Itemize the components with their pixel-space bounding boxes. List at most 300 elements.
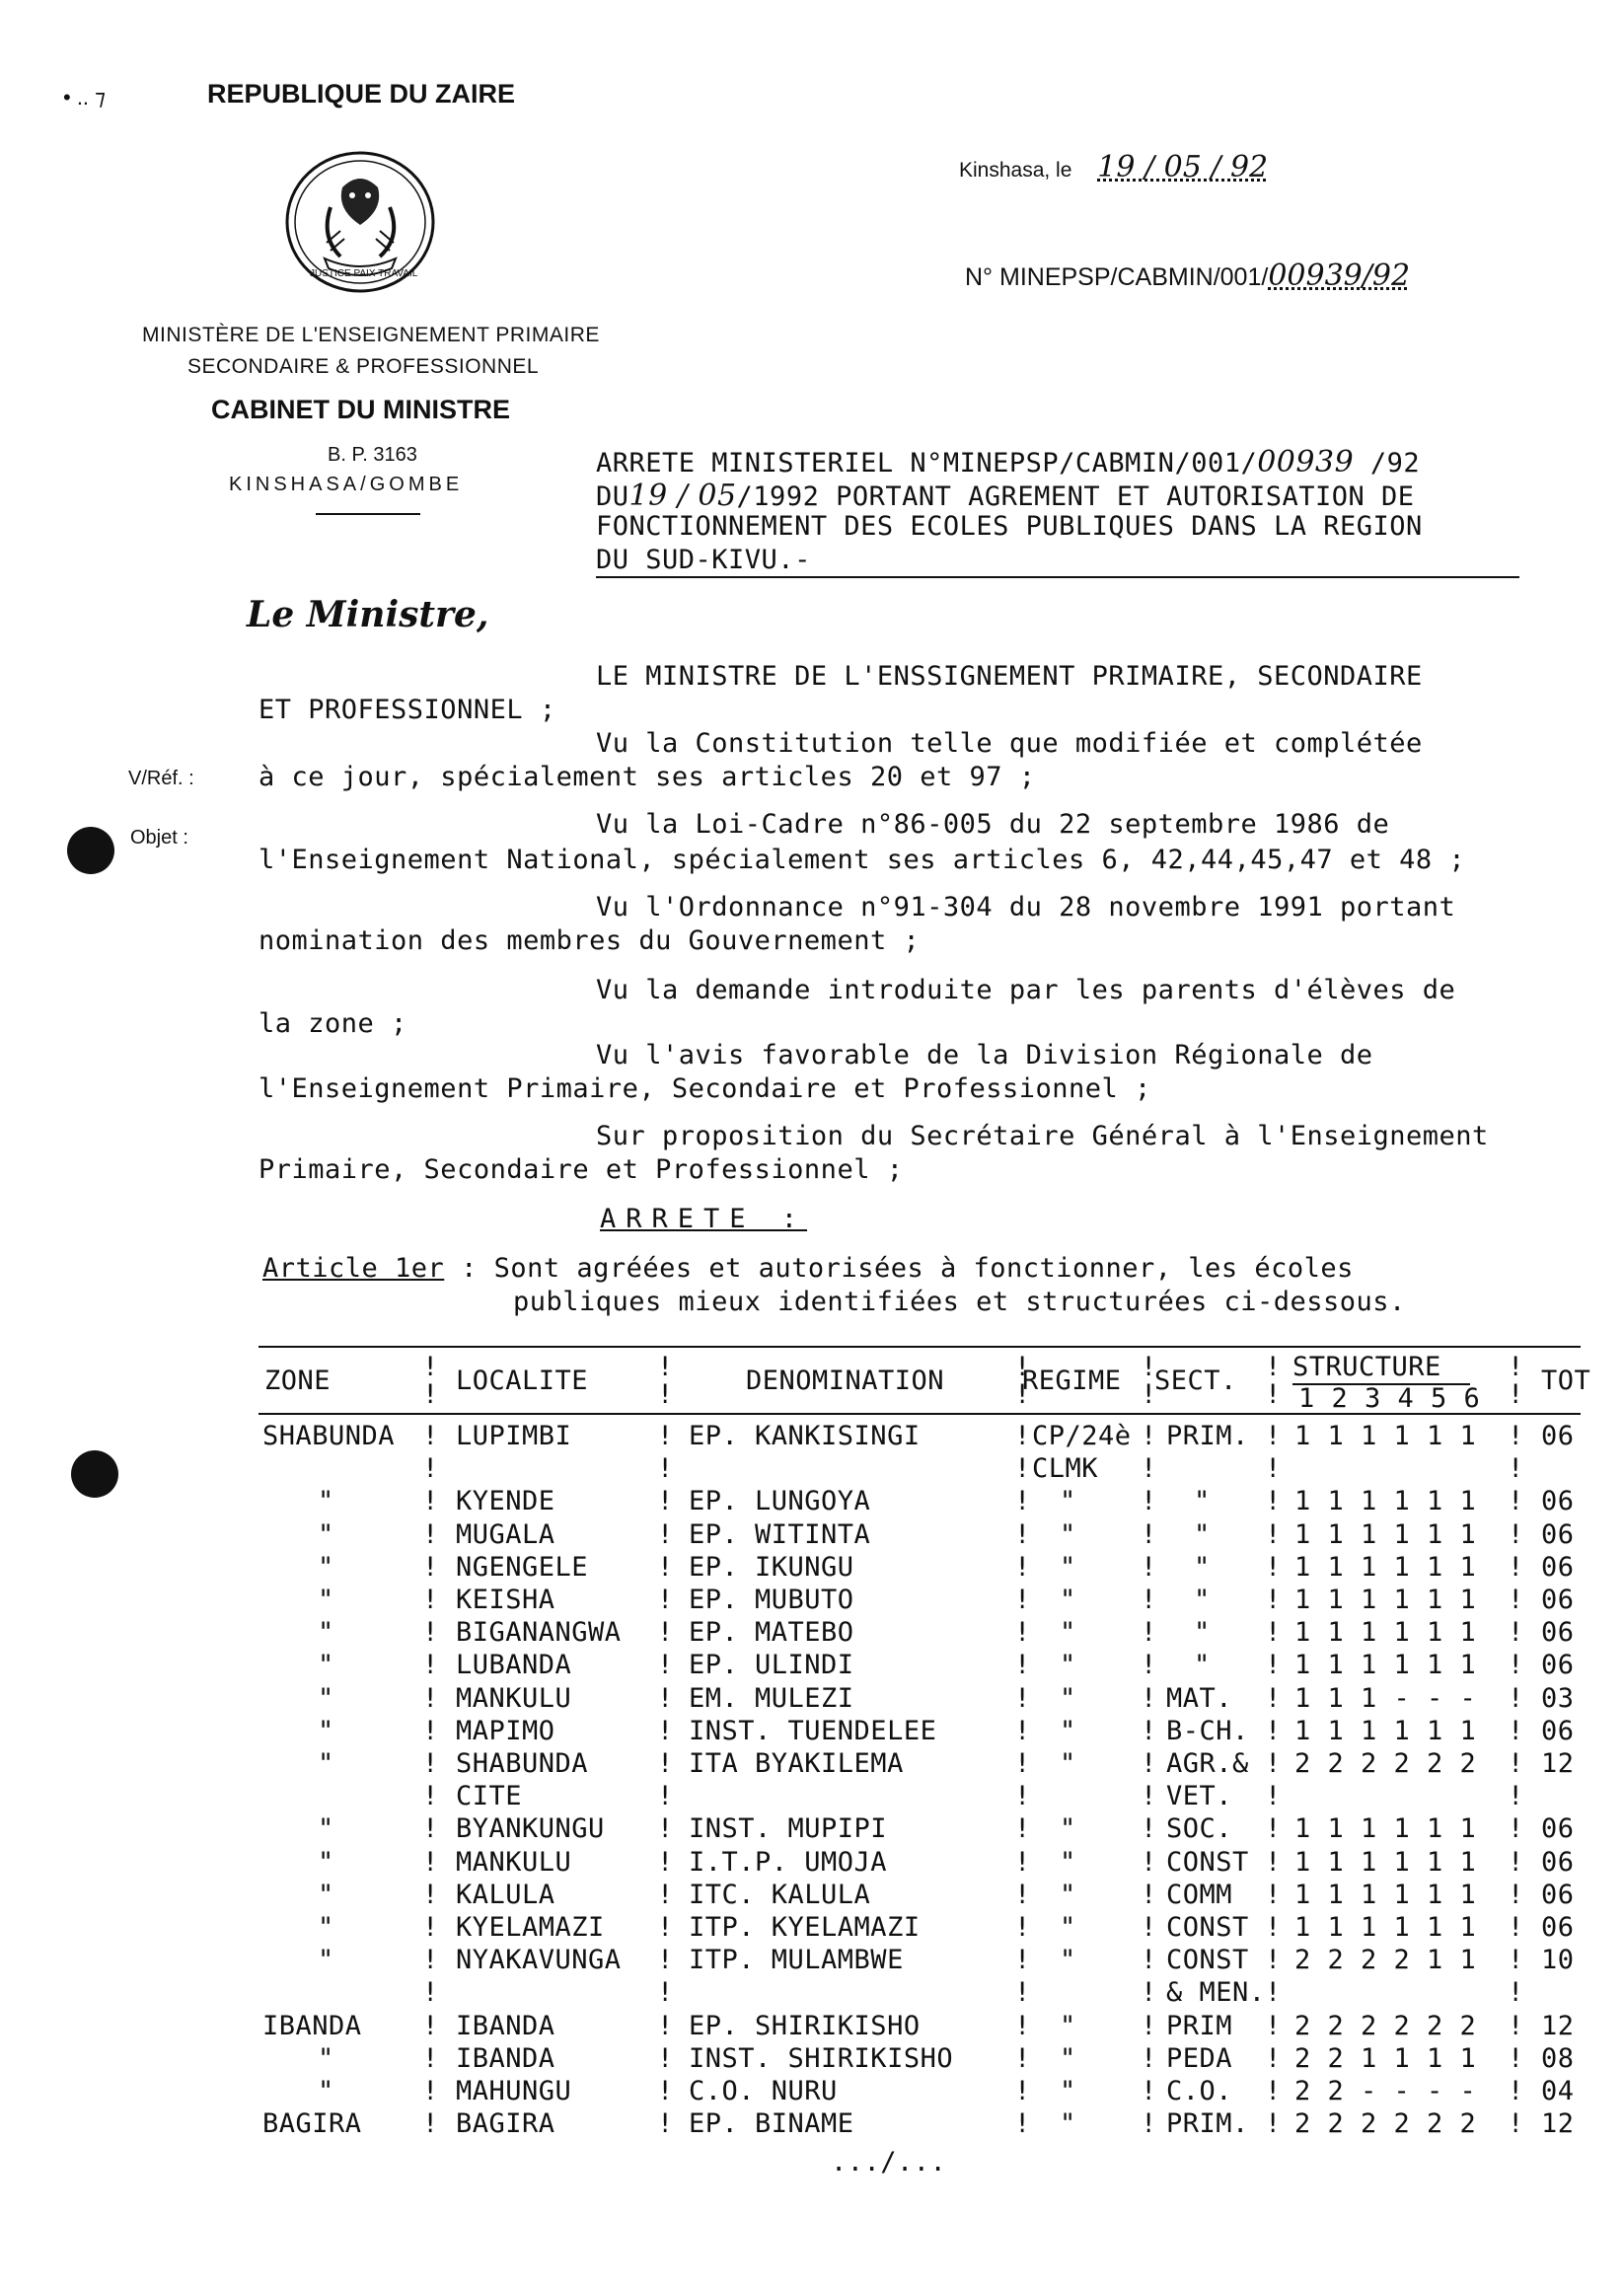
column-separator: ! [1265, 1551, 1282, 1583]
column-separator: ! [422, 1486, 439, 1517]
arrete-heading: ARRETE : [600, 1204, 808, 1234]
column-separator: ! [1014, 1977, 1031, 2009]
cell-localite: BAGIRA [456, 2108, 555, 2140]
cell-localite: MAPIMO [456, 1715, 555, 1746]
cell-structure: 2 2 2 2 2 2 [1294, 1748, 1477, 1779]
column-separator: ! [422, 1650, 439, 1681]
column-separator: ! [1508, 2042, 1524, 2074]
cell-sect: PRIM [1166, 2010, 1233, 2041]
column-separator: ! [1014, 1846, 1031, 1878]
date-line: Kinshasa, le 19 / 05 / 92 [959, 150, 1269, 185]
cell-regime: " [1060, 2076, 1076, 2106]
cell-localite: SHABUNDA [456, 1748, 589, 1779]
city-district: KINSHASA/GOMBE [229, 474, 464, 495]
cell-localite: LUBANDA [456, 1650, 572, 1681]
column-separator: ! [1265, 2076, 1282, 2106]
col-structure: STRUCTURE [1292, 1352, 1441, 1382]
preamble-line-13: Sur proposition du Secrétaire Général à l'Enseignement [596, 1121, 1489, 1151]
cell-regime: " [1060, 1551, 1076, 1583]
column-separator: ! [1014, 2010, 1031, 2041]
cell-denomination: INST. MUPIPI [689, 1813, 888, 1845]
column-separator: ! [422, 1813, 439, 1845]
preamble-line-9: Vu la demande introduite par les parents d'élèves de [596, 975, 1456, 1005]
cell-structure: 1 1 1 1 1 1 [1294, 1551, 1477, 1583]
cell-sect: AGR.& [1166, 1748, 1249, 1779]
table-top-rule [258, 1346, 1581, 1348]
column-separator: ! [422, 1715, 439, 1746]
column-separator: ! [1265, 1518, 1282, 1550]
cell-structure: 2 2 2 2 1 1 [1294, 1945, 1477, 1976]
column-separator: ! [1508, 1748, 1524, 1779]
column-separator: ! [1141, 1650, 1157, 1681]
cell-sect: COMM [1166, 1879, 1233, 1910]
cell-tot: 10 [1541, 1945, 1575, 1976]
structure-years: 1 2 3 4 5 6 [1298, 1383, 1481, 1414]
column-separator: ! [657, 1846, 674, 1878]
column-separator: ! [1508, 2010, 1524, 2041]
column-separator: ! [422, 2010, 439, 2041]
column-separator: ! [1508, 2108, 1524, 2140]
cell-sect: " [1194, 1551, 1211, 1583]
ministry-line-2: SECONDAIRE & PROFESSIONNEL [187, 355, 540, 378]
cell-regime: " [1060, 1945, 1076, 1976]
column-separator: ! [1265, 1715, 1282, 1746]
cell-localite: BIGANANGWA [456, 1617, 622, 1649]
column-separator: ! [1014, 1551, 1031, 1583]
table-row [258, 2011, 1581, 2043]
cell-sect: VET. [1166, 1781, 1233, 1812]
column-separator: ! [1265, 1585, 1282, 1615]
cell-zone: IBANDA [262, 2010, 362, 2041]
cell-sect: PEDA [1166, 2042, 1233, 2074]
cell-zone: " [318, 1912, 334, 1943]
cell-regime: " [1060, 1682, 1076, 1714]
column-separator: ! [1141, 2010, 1157, 2041]
column-separator: ! [1508, 1813, 1524, 1845]
column-separator: ! [1265, 1421, 1282, 1451]
column-separator: ! [422, 1879, 439, 1910]
preamble-line-3: Vu la Constitution telle que modifiée et complétée [596, 728, 1423, 759]
column-separator: ! [1014, 1813, 1031, 1845]
cell-regime: " [1060, 1879, 1076, 1910]
column-separator: ! [1141, 1813, 1157, 1845]
cell-tot: 06 [1541, 1486, 1575, 1517]
column-separator: ! [1141, 1518, 1157, 1550]
column-separator: ! [657, 1421, 674, 1451]
cell-tot: 06 [1541, 1551, 1575, 1583]
preamble-line-10: la zone ; [258, 1008, 407, 1039]
column-separator: ! [1265, 1682, 1282, 1714]
column-separator: ! [1508, 1650, 1524, 1681]
cell-denomination: INST. SHIRIKISHO [689, 2042, 954, 2074]
cell-structure: 1 1 1 1 1 1 [1294, 1715, 1477, 1746]
cell-sect: & MEN. [1166, 1977, 1266, 2009]
column-separator: ! [422, 1748, 439, 1779]
cell-tot: 06 [1541, 1715, 1575, 1746]
preamble-line-12: l'Enseignement Primaire, Secondaire et Professionnel ; [258, 1073, 1151, 1104]
column-separator: ! [422, 1977, 439, 2009]
column-separator: ! [657, 1585, 674, 1615]
column-separator: ! [1265, 1846, 1282, 1878]
column-separator: ! [1508, 1518, 1524, 1550]
cell-structure: 1 1 1 1 1 1 [1294, 1421, 1477, 1451]
column-separator: ! [1141, 1945, 1157, 1976]
table-row [258, 1716, 1581, 1748]
column-separator: ! [1141, 1912, 1157, 1943]
cabinet-title: CABINET DU MINISTRE [211, 395, 510, 424]
seal-motto: JUSTICE PAIX TRAVAIL [310, 268, 418, 279]
cell-regime: " [1060, 1912, 1076, 1943]
cell-localite: CITE [456, 1781, 523, 1812]
cell-structure: 1 1 1 1 1 1 [1294, 1650, 1477, 1681]
column-separator: ! [1141, 1977, 1157, 2009]
column-separator: ! [657, 1977, 674, 2009]
cell-localite: LUPIMBI [456, 1421, 572, 1451]
table-row [258, 1552, 1581, 1585]
cell-structure: 1 1 1 - - - [1294, 1682, 1477, 1714]
column-separator: ! [1141, 1617, 1157, 1649]
cell-localite: BYANKUNGU [456, 1813, 605, 1845]
cell-localite: KYENDE [456, 1486, 555, 1517]
cell-regime: " [1060, 2010, 1076, 2041]
column-separator: ! [1014, 1682, 1031, 1714]
cell-regime: " [1060, 2042, 1076, 2074]
cell-tot: 03 [1541, 1682, 1575, 1714]
column-separator: ! [657, 1551, 674, 1583]
cell-zone: " [318, 1682, 334, 1714]
cell-sect: " [1194, 1585, 1211, 1615]
column-separator: ! [422, 2108, 439, 2140]
column-separator: ! [1508, 1945, 1524, 1976]
cell-localite: NYAKAVUNGA [456, 1945, 622, 1976]
column-separator: ! [657, 1518, 674, 1550]
column-separator: ! [1265, 1617, 1282, 1649]
cell-zone: " [318, 1518, 334, 1550]
cell-regime: " [1060, 1486, 1076, 1517]
cell-localite: MANKULU [456, 1682, 572, 1714]
cell-denomination: EP. KANKISINGI [689, 1421, 921, 1451]
column-separator: ! [1141, 1421, 1157, 1451]
cell-sect: CONST [1166, 1945, 1249, 1976]
cell-structure: 1 1 1 1 1 1 [1294, 1486, 1477, 1517]
column-separator: ! [422, 1945, 439, 1976]
table-row [258, 1683, 1581, 1716]
column-separator: ! [1508, 1846, 1524, 1878]
table-row [258, 1912, 1581, 1945]
table-row [258, 1813, 1581, 1846]
cell-zone: " [318, 1551, 334, 1583]
cell-structure: 2 2 2 2 2 2 [1294, 2108, 1477, 2140]
table-row [258, 1519, 1581, 1552]
preamble-line-14: Primaire, Secondaire et Professionnel ; [258, 1154, 904, 1185]
column-separator: ! [1141, 1781, 1157, 1812]
ministry-line-1: MINISTÈRE DE L'ENSEIGNEMENT PRIMAIRE [142, 324, 600, 346]
column-separator: ! [1265, 1945, 1282, 1976]
column-separator: ! [1014, 1715, 1031, 1746]
column-separator: ! [1141, 1486, 1157, 1517]
cell-localite: MUGALA [456, 1518, 555, 1550]
preamble-line-1: LE MINISTRE DE L'ENSSIGNEMENT PRIMAIRE, SECONDAIRE [596, 661, 1423, 692]
continued-marker: .../... [831, 2147, 947, 2178]
cell-sect: " [1194, 1617, 1211, 1649]
date-handwritten: 19 / 05 / 92 [1097, 150, 1269, 185]
column-separator: ! [1014, 1879, 1031, 1910]
column-separator: ! [657, 1617, 674, 1649]
cell-regime: " [1060, 1846, 1076, 1878]
cell-localite: NGENGELE [456, 1551, 589, 1583]
column-separator: ! [422, 1912, 439, 1943]
cell-denomination: EP. WITINTA [689, 1518, 871, 1550]
column-separator: ! [1014, 1650, 1031, 1681]
cell-tot: 04 [1541, 2076, 1575, 2106]
column-separator: ! [1014, 1421, 1031, 1451]
column-separator: ! [1265, 1486, 1282, 1517]
column-separator: ! [1508, 1715, 1524, 1746]
column-separator: ! [1508, 1912, 1524, 1943]
column-separator: ! [657, 2076, 674, 2106]
column-separator: ! [657, 1781, 674, 1812]
decree-title-line-4: DU SUD-KIVU.- [596, 545, 811, 575]
col-denomination: DENOMINATION [746, 1366, 945, 1396]
column-separator: ! [1508, 1486, 1524, 1517]
vref-label: V/Réf. : [128, 768, 194, 789]
cell-denomination: EP. SHIRIKISHO [689, 2010, 921, 2041]
column-separator: ! [1014, 1912, 1031, 1943]
cell-denomination: EP. MUBUTO [689, 1585, 854, 1615]
table-row [258, 1486, 1581, 1518]
objet-label: Objet : [130, 827, 188, 849]
cell-zone: " [318, 1879, 334, 1910]
column-separator: ! [422, 1551, 439, 1583]
cell-denomination: EP. MATEBO [689, 1617, 854, 1649]
cell-denomination: I.T.P. UMOJA [689, 1846, 888, 1878]
preamble-line-11: Vu l'avis favorable de la Division Régionale de [596, 1040, 1373, 1071]
cell-denomination: EP. ULINDI [689, 1650, 854, 1681]
column-separator: ! [1265, 1748, 1282, 1779]
table-row [258, 2108, 1581, 2141]
margin-scribble: • .. ⁊ [63, 85, 107, 110]
column-separator: ! [657, 1486, 674, 1517]
cell-structure: 2 2 2 2 2 2 [1294, 2010, 1477, 2041]
column-separator: ! [1265, 1650, 1282, 1681]
column-separator: ! [1141, 1453, 1157, 1485]
cell-structure: 1 1 1 1 1 1 [1294, 1879, 1477, 1910]
cell-sect: PRIM. [1166, 1421, 1249, 1451]
city-underline [316, 513, 420, 515]
column-separator: ! [657, 1945, 674, 1976]
cell-sect: MAT. [1166, 1682, 1233, 1714]
column-separator: ! [1141, 2076, 1157, 2106]
cell-tot: 06 [1541, 1650, 1575, 1681]
cell-regime: " [1060, 2108, 1076, 2140]
decree-title-line-1: ARRETE MINISTERIEL N°MINEPSP/CABMIN/001/00939 /92 [596, 445, 1421, 480]
column-separator: ! [1508, 1585, 1524, 1615]
table-row [258, 1421, 1581, 1453]
column-separator: ! [657, 1912, 674, 1943]
table-row [258, 1781, 1581, 1813]
punch-hole-bottom [71, 1450, 118, 1498]
cell-tot: 06 [1541, 1846, 1575, 1878]
preamble-line-8: nomination des membres du Gouvernement ; [258, 925, 921, 956]
table-row [258, 2043, 1581, 2076]
decree-title-line-3: FONCTIONNEMENT DES ECOLES PUBLIQUES DANS LA REGION [596, 511, 1423, 542]
article-1-line-2: publiques mieux identifiées et structurées ci-dessous. [513, 1287, 1406, 1317]
cell-tot: 12 [1541, 1748, 1575, 1779]
column-separator: ! [1014, 2042, 1031, 2074]
column-separator: ! [657, 2042, 674, 2074]
cell-tot: 06 [1541, 1617, 1575, 1649]
cell-sect: C.O. [1166, 2076, 1233, 2106]
cell-sect: CONST [1166, 1912, 1249, 1943]
column-separator: ! [422, 1781, 439, 1812]
cell-regime: " [1060, 1650, 1076, 1681]
column-separator: ! [1014, 1617, 1031, 1649]
cell-localite: MANKULU [456, 1846, 572, 1878]
column-separator: ! [657, 2108, 674, 2140]
column-separator: ! [1265, 1912, 1282, 1943]
column-separator: ! [1265, 1813, 1282, 1845]
table-row [258, 1617, 1581, 1650]
cell-sect: SOC. [1166, 1813, 1233, 1845]
column-separator: ! [1014, 1748, 1031, 1779]
column-separator: ! [1014, 2108, 1031, 2140]
cell-structure: 1 1 1 1 1 1 [1294, 1617, 1477, 1649]
column-separator: ! [1508, 1617, 1524, 1649]
column-separator: ! [1508, 1421, 1524, 1451]
cell-denomination: EP. IKUNGU [689, 1551, 854, 1583]
cell-tot: 06 [1541, 1421, 1575, 1451]
column-separator: ! [1014, 1781, 1031, 1812]
cell-tot: 12 [1541, 2108, 1575, 2140]
column-separator: ! [1265, 2010, 1282, 2041]
cell-zone: BAGIRA [262, 2108, 362, 2140]
column-separator: ! [1014, 1518, 1031, 1550]
cell-zone: " [318, 1650, 334, 1681]
column-separator: ! [422, 1617, 439, 1649]
cell-zone: " [318, 1945, 334, 1976]
cell-zone: " [318, 1715, 334, 1746]
cell-zone: " [318, 1846, 334, 1878]
column-separator: ! [1141, 1846, 1157, 1878]
cell-localite: MAHUNGU [456, 2076, 572, 2106]
title-underline [596, 576, 1519, 578]
column-separator: ! [1014, 2076, 1031, 2106]
article-1-line-1: Article 1er : Sont agréées et autorisées à fonctionner, les écoles [262, 1253, 1354, 1284]
column-separator: ! [1265, 1781, 1282, 1812]
reference-number: N° MINEPSP/CABMIN/001/00939/92 [965, 258, 1411, 293]
document-page: • .. ⁊ REPUBLIQUE DU ZAIRE JUSTICE PAIX TRAVAIL MINISTÈRE DE L'ENSEIGNEMENT PRIMAIRE SECONDAIRE & PROFESSIONNEL CABINET DU MINISTRE B. P. 3163 KINSHASA/GOMBE Le Ministre, V/Réf. : Objet : Kinshasa, le 19 / 05 / 92 N° MINEPSP/CABMIN/001/00939/92 ARRETE MINISTERIEL N°MINEPSP/CABMIN/001/00939 /92 DU19 / 05/1992 PORTANT AGREMENT ET AUTORISATION DE FONCTIONNEMENT DES ECOLES PUBLIQUES DANS LA REGION DU SUD-KIVU.- LE MINISTRE DE L'ENSSIGNEMENT PRIMAIRE, SECONDAIRE ET PROFESSIONNEL ; Vu la Constitution telle que modifiée et complétée à ce jour, spécialement ses articles 20 et 97 ; Vu la Loi-Cadre n°86-005 du 22 septembre 1986 de l'Enseignement National, spécialement ses articles 6, 42,44,45,47 et 48 ; Vu l'Ordonnance n°91-304 du 28 novembre 1991 portant nomination des membres du Gouvernement ; Vu la demande introduite par les parents d'élèves de la zone ; Vu l'avis favorable de la Division Régionale de l'Enseignement Primaire, Secondaire et Professionnel ; Sur proposition du Secrétaire Général à l'Enseignement Primaire, Secondaire et Professionnel ; ARRETE : Article 1er : Sont agréées et autorisées à fonctionner, les écoles publiques mieux identifiées et structurées ci-dessous. ZONE LOCALITE DENOMINATION REGIME SECT. STRUCTURE 1 2 3 4 5 6 TOT ! ! ! ! ! ! ! ! ! ! ! ! SHABUNDA LUPIMBI EP. KANKISINGI CP/24è PRIM. 1 1 1 1 1 1 06 ! ! ! ! ! ! CLMK ! ! ! ! ! ! " KYENDE EP. LUNGOYA " " 1 1 1 1 1 1 06 ! ! ! ! ! ! " MUGALA EP. WITINTA " " 1 1 1 1 1 1 06 ! ! ! ! ! ! " NGENGELE EP. IKUNGU " " 1 1 1 1 1 1 06 ! ! ! ! ! ! " KEISHA EP. MUBUTO " " 1 1 1 1 1 1 06 ! ! ! ! ! ! " BIGANANGWA EP. MATEBO " " 1 1 1 1 1 1 06 ! ! ! ! ! ! " LUBANDA EP. ULINDI " " 1 1 1 1 1 1 06 ! ! ! ! ! ! " MANKULU EM. MULEZI " MAT. 1 1 1 - - - 03 ! ! ! ! ! ! " MAPIMO INST. TUENDELEE " B-CH. 1 1 1 1 1 1 06 ! ! ! ! ! ! " SHABUNDA ITA BYAKILEMA " AGR.& 2 2 2 2 2 2 12 ! ! ! ! ! ! CITE VET. ! ! ! ! ! ! " BYANKUNGU INST. MUPIPI " SOC. 1 1 1 1 1 1 06 ! ! ! ! ! ! " MANKULU I.T.P. UMOJA " CONST 1 1 1 1 1 1 06 ! ! ! ! ! ! " KALULA ITC. KALULA " COMM 1 1 1 1 1 1 06 ! ! ! ! ! ! " KYELAMAZI ITP. KYELAMAZI " CONST 1 1 1 1 1 1 06 ! ! ! ! ! ! " NYAKAVUNGA ITP. MULAMBWE " CONST 2 2 2 2 1 1 10 ! ! ! ! ! ! & MEN. ! ! ! ! ! ! IBANDA IBANDA EP. SHIRIKISHO " PRIM 2 2 2 2 2 2 12 ! ! ! ! ! ! " IBANDA INST. SHIRIKISHO " PEDA 2 2 1 1 1 1 08 ! ! ! ! ! ! " MAHUNGU C.O. NURU " C.O. 2 2 - - - - 04 ! ! ! ! ! ! BAGIRA BAGIRA EP. BINAME " PRIM. 2 2 2 2 2 2 12 ! ! ! ! ! ! .../... [63, 79, 1591, 2178]
column-separator: ! [657, 1715, 674, 1746]
minister-signature-heading: Le Ministre, [247, 594, 489, 635]
cell-denomination: ITC. KALULA [689, 1879, 871, 1910]
cell-tot: 06 [1541, 1585, 1575, 1615]
column-separator: ! [1014, 1585, 1031, 1615]
col-localite: LOCALITE [456, 1366, 589, 1396]
cell-localite: KEISHA [456, 1585, 555, 1615]
cell-structure: 2 2 - - - - [1294, 2076, 1477, 2106]
cell-sect: " [1194, 1518, 1211, 1550]
cell-tot: 06 [1541, 1813, 1575, 1845]
column-separator: ! [657, 2010, 674, 2041]
cell-tot: 12 [1541, 2010, 1575, 2041]
cell-zone: " [318, 1486, 334, 1517]
cell-denomination: EP. LUNGOYA [689, 1486, 871, 1517]
column-separator: ! [1014, 1453, 1031, 1485]
column-separator: ! [422, 1846, 439, 1878]
column-separator: ! [422, 2042, 439, 2074]
cell-denomination: EM. MULEZI [689, 1682, 854, 1714]
decree-title-line-2: DU19 / 05/1992 PORTANT AGREMENT ET AUTORISATION DE [596, 479, 1415, 513]
column-separator: ! [1508, 1682, 1524, 1714]
col-tot: TOT [1541, 1366, 1591, 1396]
column-separator: ! [1265, 2108, 1282, 2140]
column-separator: ! [1508, 1781, 1524, 1812]
column-separator: ! [1014, 1945, 1031, 1976]
column-separator: ! [1265, 2042, 1282, 2074]
cell-tot: 06 [1541, 1518, 1575, 1550]
cell-zone: " [318, 1617, 334, 1649]
column-separator: ! [1141, 1585, 1157, 1615]
cell-tot: 06 [1541, 1879, 1575, 1910]
column-separator: ! [1508, 1879, 1524, 1910]
column-separator: ! [1141, 1551, 1157, 1583]
cell-localite: IBANDA [456, 2042, 555, 2074]
col-sect: SECT. [1154, 1366, 1237, 1396]
cell-structure: 1 1 1 1 1 1 [1294, 1518, 1477, 1550]
column-separator: ! [1508, 1453, 1524, 1485]
cell-denomination: C.O. NURU [689, 2076, 838, 2106]
cell-structure: 1 1 1 1 1 1 [1294, 1585, 1477, 1615]
cell-zone: SHABUNDA [262, 1421, 396, 1451]
postal-box: B. P. 3163 [328, 444, 417, 466]
preamble-line-5: Vu la Loi-Cadre n°86-005 du 22 septembre 1986 de [596, 809, 1390, 840]
cell-zone: " [318, 2076, 334, 2106]
cell-regime: " [1060, 1617, 1076, 1649]
col-regime: REGIME [1022, 1366, 1122, 1396]
cell-sect: B-CH. [1166, 1715, 1249, 1746]
column-separator: ! [1014, 1486, 1031, 1517]
column-separator: ! [422, 2076, 439, 2106]
punch-hole-top [67, 827, 114, 874]
column-separator: ! [1265, 1879, 1282, 1910]
cell-regime: " [1060, 1585, 1076, 1615]
cell-structure: 1 1 1 1 1 1 [1294, 1912, 1477, 1943]
column-separator: ! [1508, 1977, 1524, 2009]
cell-zone: " [318, 1813, 334, 1845]
cell-localite: IBANDA [456, 2010, 555, 2041]
column-separator: ! [422, 1518, 439, 1550]
cell-localite: KYELAMAZI [456, 1912, 605, 1943]
preamble-line-7: Vu l'Ordonnance n°91-304 du 28 novembre 1991 portant [596, 892, 1456, 923]
table-row [258, 1880, 1581, 1912]
column-separator: ! [1508, 2076, 1524, 2106]
preamble-line-4: à ce jour, spécialement ses articles 20 et 97 ; [258, 762, 1036, 792]
col-zone: ZONE [264, 1366, 332, 1396]
column-separator: ! [657, 1813, 674, 1845]
cell-zone: " [318, 2042, 334, 2074]
cell-denomination: EP. BINAME [689, 2108, 854, 2140]
table-row [258, 1847, 1581, 1880]
cell-structure: 1 1 1 1 1 1 [1294, 1813, 1477, 1845]
cell-denomination: ITA BYAKILEMA [689, 1748, 904, 1779]
preamble-line-2: ET PROFESSIONNEL ; [258, 695, 556, 725]
cell-regime: " [1060, 1748, 1076, 1779]
cell-denomination: INST. TUENDELEE [689, 1715, 937, 1746]
cell-regime: " [1060, 1715, 1076, 1746]
column-separator: ! [1265, 1977, 1282, 2009]
cell-sect: " [1194, 1650, 1211, 1681]
column-separator: ! [1141, 1879, 1157, 1910]
